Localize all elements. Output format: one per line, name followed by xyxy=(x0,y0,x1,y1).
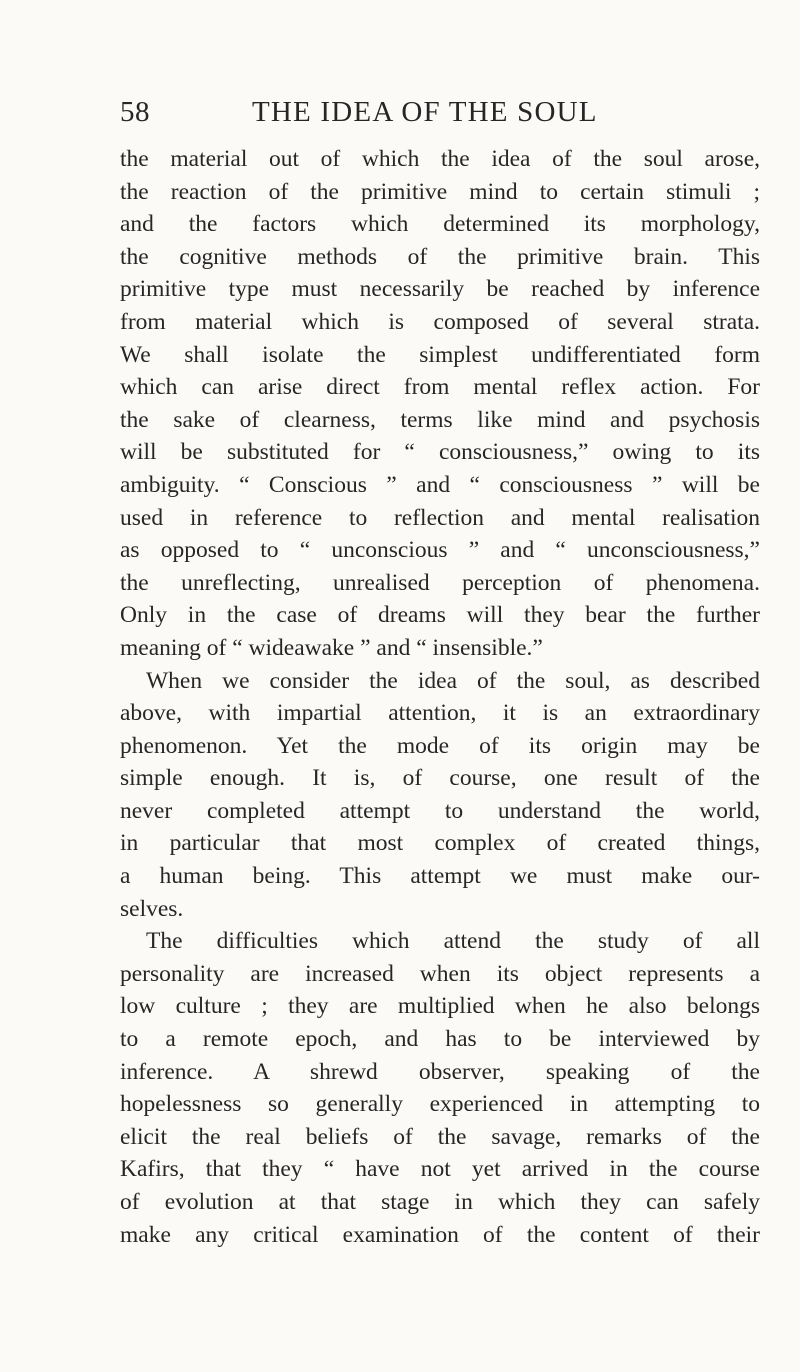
text-line: selves. xyxy=(120,895,184,922)
text-line: Kafirs, that they “ have not yet arrived in the course xyxy=(120,1156,760,1183)
text-line: the cognitive methods of the primitive brain. This xyxy=(120,243,760,270)
text-line: hopelessness so generally experienced in attempting to xyxy=(120,1091,760,1118)
text-line: When we consider the idea of the soul, as described xyxy=(146,667,760,694)
text-line: inference. A shrewd observer, speaking of the xyxy=(120,1058,760,1085)
text-line: primitive type must necessarily be reached by inference xyxy=(120,276,760,303)
text-line: as opposed to “ unconscious ” and “ unconsciousness,” xyxy=(120,537,760,564)
text-line: will be substituted for “ consciousness,” owing to its xyxy=(120,439,760,466)
running-head: THE IDEA OF THE SOUL xyxy=(252,96,598,128)
text-line: above, with impartial attention, it is an extraordinary xyxy=(120,700,760,727)
text-line: which can arise direct from mental reflex action. For xyxy=(120,374,760,401)
text-line: simple enough. It is, of course, one result of the xyxy=(120,765,760,792)
text-line: the material out of which the idea of the soul arose, xyxy=(120,146,760,172)
text-line: The difficulties which attend the study of all xyxy=(146,928,760,955)
text-line: We shall isolate the simplest undifferentiated form xyxy=(120,341,760,368)
text-line: make any critical examination of the content of their xyxy=(120,1221,760,1248)
text-line: the unreflecting, unrealised perception of phenomena. xyxy=(120,569,760,596)
text-line: the sake of clearness, terms like mind and psychosis xyxy=(120,406,760,433)
text-line: ambiguity. “ Conscious ” and “ consciousness ” will be xyxy=(120,471,760,498)
text-line: to a remote epoch, and has to be interviewed by xyxy=(120,1026,760,1053)
page-header xyxy=(120,92,760,132)
text-line: from material which is composed of several strata. xyxy=(120,308,760,335)
page-number: 58 xyxy=(120,96,150,128)
text-line: a human being. This attempt we must make our- xyxy=(120,863,760,890)
text-line: phenomenon. Yet the mode of its origin may be xyxy=(120,732,760,759)
text-line: never completed attempt to understand the world, xyxy=(120,797,760,824)
text-line: low culture ; they are multiplied when he also belongs xyxy=(120,993,760,1020)
text-line: elicit the real beliefs of the savage, remarks of the xyxy=(120,1123,760,1150)
text-line: of evolution at that stage in which they can safely xyxy=(120,1189,760,1215)
text-line: meaning of “ wideawake ” and “ insensible.” xyxy=(120,634,543,661)
text-line: and the factors which determined its morphology, xyxy=(120,211,760,238)
body-text xyxy=(120,143,760,1251)
text-line: in particular that most complex of created things, xyxy=(120,830,760,857)
text-line: Only in the case of dreams will they bear the further xyxy=(120,602,760,629)
text-line: used in reference to reflection and mental realisation xyxy=(120,504,760,531)
text-line: the reaction of the primitive mind to certain stimuli ; xyxy=(120,178,760,205)
text-line: personality are increased when its object represents a xyxy=(120,960,760,987)
